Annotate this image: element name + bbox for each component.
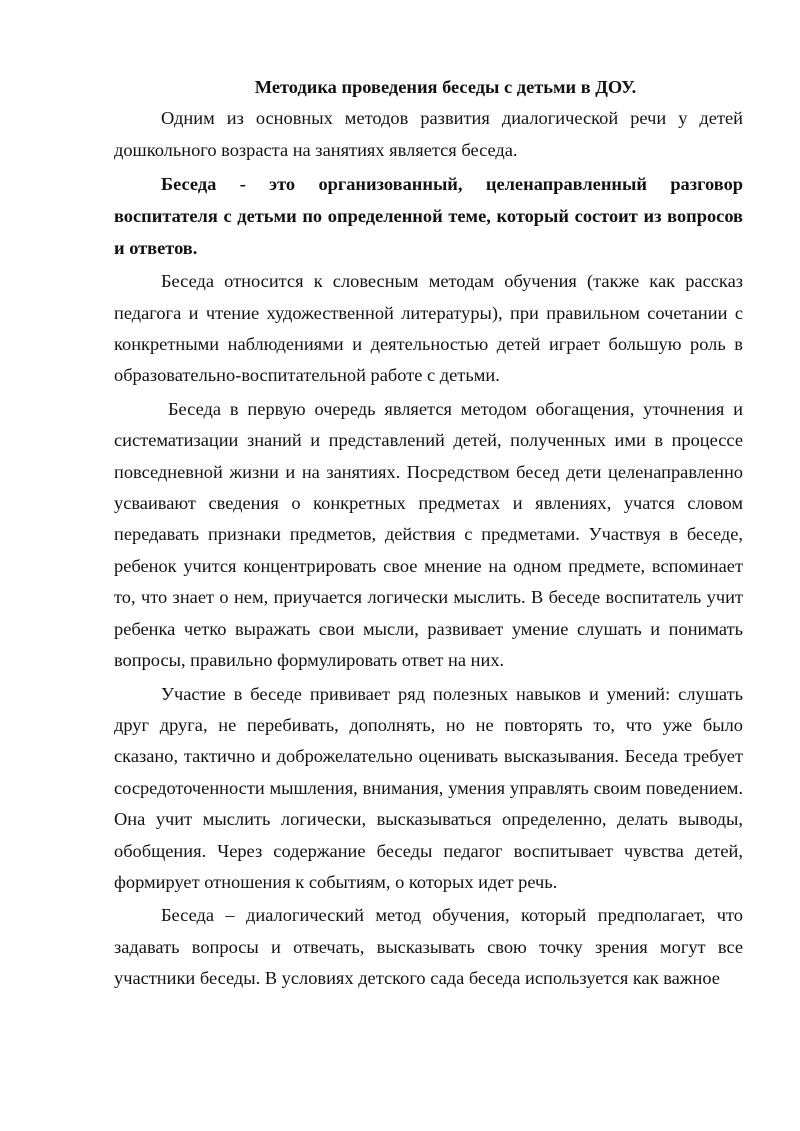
paragraph-intro: Одним из основных методов развития диалогической речи у детей дошкольного возраста на занятиях является беседа. [114, 108, 743, 160]
paragraph-definition: Беседа - это организованный, целенаправленный разговор воспитателя с детьми по определенной теме, который состоит из вопросов и ответов. [114, 174, 743, 259]
page-title: Методика проведения беседы с детьми в ДОУ. [254, 77, 637, 97]
paragraph-verbal-methods: Беседа относится к словесным методам обучения (также как рассказ педагога и чтение художественной литературы), при правильном сочетании с конкретными наблюдениями и деятельностью детей играет большую роль в образовательно-воспитательной работе с детьми. [114, 271, 743, 386]
paragraph-dialogic-method: Беседа – диалогический метод обучения, который предполагает, что задавать вопросы и отвечать, высказывать свою точку зрения могут все участники беседы. В условиях детского сада беседа используется как важное [114, 905, 743, 989]
paragraph-skills: Участие в беседе прививает ряд полезных навыков и умений: слушать друг друга, не перебивать, дополнять, но не повторять то, что уже было сказано, тактично и доброжелательно оценивать высказывания. Беседа требует сосредоточенности мышления, внимания, умения управлять своим поведением. Она учит мыслить логически, высказываться определенно, делать выводы, обобщения. Через содержание беседы педагог воспитывает чувства детей, формирует отношения к событиям, о которых идет речь. [114, 683, 743, 892]
paragraph-enrichment: Беседа в первую очередь является методом обогащения, уточнения и систематизации знаний и представлений детей, полученных ими в процессе повседневной жизни и на занятиях. Посредством бесед дети целенаправленно усваивают сведения о конкретных предметах и явлениях, учатся словом передавать признаки предметов, действия с предметами. Участвуя в беседе, ребенок учится концентрировать свое мнение на одном предмете, вспоминает то, что знает о нем, приучается логически мыслить. В беседе воспитатель учит ребенка четко выражать свои мысли, развивает умение слушать и понимать вопросы, правильно формулировать ответ на них. [114, 398, 743, 671]
